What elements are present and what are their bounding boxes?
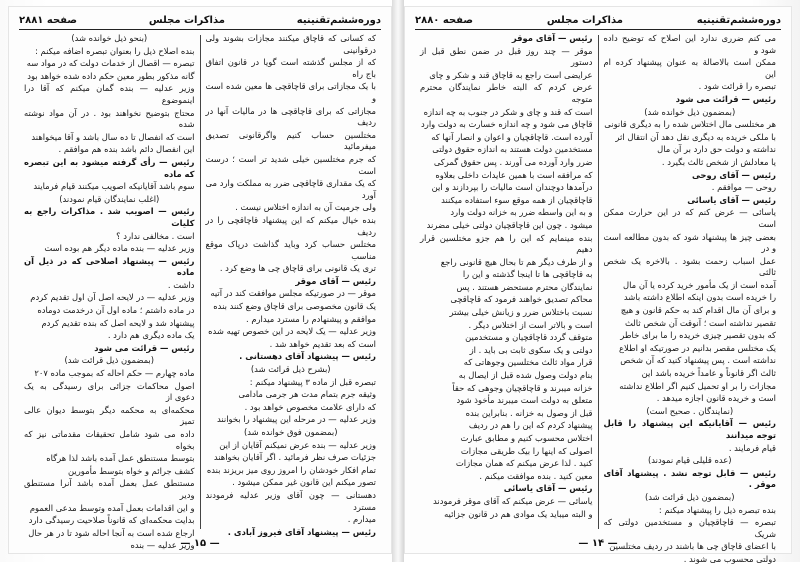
text-line: قاچاق می شود و چه اندازه خسارت به دولت وارد <box>421 119 593 130</box>
text-line: نسبت باختلاس ضرر و زیانش خیلی بیشتر <box>449 307 593 318</box>
text-line: کشف جرائم و خواه بتوسط مأمورین <box>68 465 195 476</box>
text-line: رئیس — آقای موقر <box>295 275 376 286</box>
text-line: آمده است از یک مأمور خرید کرده یا آن مال <box>623 279 776 290</box>
text-line: رئیس — پیشنهاد اصلاحی که در ذیل آن ماده <box>24 255 195 278</box>
text-line: رئیس — آقای موقر <box>511 33 593 43</box>
text-line: ارجاع شده است به آنجا احاله شود تا در هر حال <box>28 527 195 538</box>
text-line: محاکم تصدیق خواهند فرمود که قاچاقچی <box>450 294 593 305</box>
right-page-right-column <box>599 33 782 564</box>
text-line: که از مجلس گذشته است گویا در قانون اتفاق باج راه <box>205 57 376 79</box>
text-line: عرض کردم که البته خاطر نمایندگان محترم متوجه <box>420 82 593 104</box>
text-line: نمایندگان محترم مستحضر هستند . پس <box>456 281 593 292</box>
text-line: مستخدمین دولت هستند به اندازه حقوق دولتی <box>432 144 593 155</box>
text-line: وزیر عدلیه — یک لایحه در این خصوص تهیه شده <box>208 326 376 337</box>
text-line: که کسانی که قاچاق میکنند مجازات بشوند ولی درقوانینی <box>205 33 376 55</box>
text-line: عمل اسباب زحمت بشود . بالاخره یک شخص ثالثی <box>603 255 776 278</box>
text-line: (نمایندگان . صحیح است) <box>646 405 734 416</box>
text-line: رئیس — قابل توجه نشد . پیشنهاد آقای موقر . <box>603 467 776 490</box>
text-line: روحی — موافقم . <box>711 182 776 193</box>
right-page-footer: — ۱۴ — <box>578 538 618 549</box>
right-page <box>404 6 792 564</box>
text-line: مجازاتی که برای قاچاقچی ها در مالیات آنها در ردیف <box>205 105 376 128</box>
text-line: یک مختلس مقصر بدانیم در صورتیکه او اطلاع <box>618 342 776 353</box>
text-line: است که انفصال تا ده سال باشد و آقا میخواهند <box>31 131 195 142</box>
text-line: یا معادلش از شخص ثالث بگیرد . <box>661 156 776 167</box>
text-line: این انفصال دائم باشد بنده هم موافقم . <box>58 144 195 155</box>
text-line: مختلسین حساب کنیم واگرقانونی تصدیق میفرمائید <box>205 129 376 152</box>
text-line: که جرم مختلسین خیلی شدید تر است ؛ درست است <box>205 153 376 176</box>
text-line: رئیس — آقای یاسائی <box>503 483 593 494</box>
text-line: هر مختلسی مال اختلاس شده را به دیگری قانونی <box>604 119 776 130</box>
text-line: با ملکی خریده به دیگری نقل دهد آن انتقال اثر <box>615 131 776 142</box>
text-line: بنده مینمایم که این را هم جزو مختلسین قرار دهیم <box>420 232 593 255</box>
text-line: را خریده است بدون اینکه اطلاع داشته باشد <box>623 292 776 303</box>
text-line: میشود . چون این قاچاقچیان دولتی خیلی مضرند <box>426 219 593 230</box>
text-line: و از طرف دیگر هم تا بحال هیچ قانونی راجع <box>440 256 593 267</box>
text-line: وزیر عدلیه — بنده گمان میکنم که آقا درا اینموضوع <box>24 83 195 105</box>
text-line: (بمضمون فوق خوانده شد) <box>244 427 338 437</box>
text-line: مستنطق عمل بعمل آمده باشد آنرا مستنطق ودیر <box>24 478 195 500</box>
text-line: که بدون تقصیر چیزی خریده را ما برای خاطر <box>620 330 776 341</box>
text-line: پیشنهاد کردم که این را هم در ردیف <box>468 420 593 431</box>
text-line: (بنحو ذیل خوانده شد) <box>71 33 148 43</box>
book-gutter <box>392 0 404 562</box>
text-line: موافقم و پیشنهادم را مسترد میدارم . <box>246 313 376 324</box>
text-line: رئیس — قرائت می شود <box>675 93 776 104</box>
text-line: می کنم ضرری ندارد این اصلاح که توضیح داده شود و <box>603 33 776 55</box>
text-line: تری یک قانونی برای قاچاق چی ها وضع کرد . <box>219 263 376 274</box>
text-line: محکمه‌ای به محکمه دیگر بتوسط دیوان عالی تمیز <box>24 404 195 427</box>
text-line: قبل از وصول به خزانه . بنابراین بنده <box>465 407 593 418</box>
text-line: وزیر عدلیه — در لایحه اصل آن اول تقدیم کردم <box>30 292 195 303</box>
text-line: تبصره — اقصال از خدمات دولت که در مواد سه <box>26 58 195 69</box>
text-line: (عده قلیلی قیام نمودند) <box>647 455 732 466</box>
text-line: بتوسط مستنطق عمل آمده باشد لذا هرگاه <box>46 453 195 464</box>
text-line: یاسائی — عرض کنم که در این حرارت ممکن است <box>603 207 776 229</box>
text-line: عرایضی است راجع به قاچاق قند و شکر و چای <box>429 69 593 80</box>
text-line: سوم باشد آقایانیکه اصویب میکنند قیام فرمایند <box>33 181 195 192</box>
text-line: و برای آن مال اقدام کند به حکم قانون و هیچ <box>620 305 776 316</box>
text-line: و به این واسطه ضرر به خزانه دولت وارد <box>450 207 593 218</box>
text-line: تبصره قبل از ماده ۳ پیشنهاد میکنم : <box>249 376 376 387</box>
text-line: دهستانی — چون آقای وزیر عدلیه فرمودند مسترد <box>205 489 376 512</box>
text-line: که یک مقداری قاچاقچی ضرر به مملکت وارد می آورد <box>205 178 376 200</box>
text-line: قاچاقچیان از همه موقع سوء استفاده میکنند <box>441 194 593 205</box>
text-line: تصور میکنم این قانون غیر ممکن میشود . <box>232 477 376 488</box>
right-header-page-number: صفحه ۲۸۸۰ <box>415 14 474 26</box>
text-line: (بمضمون ذیل قرائت شد) <box>644 491 735 502</box>
text-line: محتاج بتوضیح نخواهند بود . در آن مواد نوشته شده <box>24 107 195 130</box>
text-line: وثیقه جرم بتمام مدت هر جرمی مادامی <box>238 389 376 400</box>
text-line: تبصره را قرائت شود . <box>698 81 776 92</box>
text-line: (بمضمون ذیل خوانده شد) <box>644 106 736 117</box>
right-header-session: دوره‌ششم‌تقنینیه <box>696 14 781 26</box>
text-line: ثالث اگر قانوناً و عامداً خریده باشد این <box>641 368 776 379</box>
text-line: است و خریده قانون اجازه میدهد . <box>656 393 776 404</box>
text-line: است که بعد تقدیم خواهد شد . <box>269 338 376 349</box>
text-line: رئیس — پیشنهاد آقای فیروز آبادی . <box>227 526 376 537</box>
text-line: دولتی و یک سکوی ثابت بی باید . از <box>469 344 593 355</box>
text-line: رئیس — آقای روحی <box>691 169 776 180</box>
text-line: و این اقدامات بعمل آمده وتوسط مدعی العموم <box>29 502 195 513</box>
left-header-session: دوره‌ششم‌تقنینیه <box>296 14 381 26</box>
text-line: است و بالاتر است از اختلاس دیگر . <box>468 319 593 330</box>
text-line: جزئیات صرف نظر فرمائید . اگر آقایان بخواهند <box>213 452 376 463</box>
text-line: وزیر عدلیه — بنده عرض نمیکنم آقایان از این <box>219 439 376 450</box>
text-line: رئیس — قرائت می شود <box>94 342 195 353</box>
text-line: (بشرح ذیل قرائت شد) <box>250 364 331 375</box>
text-line: بنده خیال میکنم که این پیشنهاد قاچاقچی را در ردیف <box>205 214 376 237</box>
text-line: یک قانون مخصوصی برای قاچاق وضع کنند بنده <box>213 301 376 312</box>
text-line: بدایت محکمه‌ای که قانوناً صلاحیت رسیدگی دارد <box>28 515 195 526</box>
text-line: به قاچاقچی ها تا اینجا گذشته و این را <box>462 269 593 280</box>
text-line: ماده چهارم — حکم احاله که بموجب ماده ۲۰۷ <box>34 368 195 379</box>
text-line: متعلق به دولت است میبرند مأخوذ شود <box>456 395 593 406</box>
text-line: کنید . لذا عرض میکنم که همان مجازات <box>455 458 593 469</box>
text-line: رئیس — آقایانیکه این پیشنهاد را قابل توجه میدانند <box>603 418 776 440</box>
text-line: با اعضای قاچاق چی ها باشند در ردیف مختلسین <box>609 541 776 552</box>
text-line: گانه مذکور بطور معین حکم داده شده خواهد بود <box>27 70 195 81</box>
text-line: یاسائی — عرض میکنم که آقای موقر فرمودند <box>432 495 593 506</box>
text-line: است . مخالفی ندارد ؟ <box>116 230 195 241</box>
text-line: رئیس — رأی گرفته میشود به این تبصره که ماده <box>24 156 195 179</box>
text-line: تبصره — قاچاقچیان و مستخدمین دولتی که شریک <box>603 517 776 539</box>
text-line: ولی جرمیت آن به اندازه اختلاس نیست . <box>235 202 376 213</box>
text-line: وزیر عدلیه — در مرحله این پیشنهاد را بخوانند <box>216 414 376 425</box>
text-line: بنام دولت وصول شده قبل از ایصال به <box>458 370 593 381</box>
right-page-header <box>415 11 781 30</box>
left-page-header <box>19 11 381 30</box>
right-page-left-column <box>415 33 598 531</box>
text-line: اختلاس محسوب کنیم و مطابق عبارت <box>460 433 593 443</box>
left-page-right-column <box>201 33 382 537</box>
text-line: بنده اصلاح ذیل را بعنوان تبصره اضافه میکنم : <box>35 45 195 56</box>
text-line: وزیر عدلیه — بنده ماده دیگر هم بوده است <box>44 243 195 254</box>
text-line: (اغلب نمایندگان قیام نمودند) <box>59 193 160 204</box>
text-line: تقصیر نداشته است ؛ آنوقت آن شخص ثالث <box>625 317 776 328</box>
text-line: مجازات را بر او تحمیل کنیم اگر اطلاع نداشته <box>619 380 776 391</box>
text-line: دولتی محسوب می شوند . <box>683 553 776 564</box>
text-line: یک ماده دیگری هم دارد . <box>107 330 195 341</box>
text-line: در ماده داشتم ؛ ماده اول آن درخدمت دوماده <box>37 305 195 316</box>
text-line: رئیس — آقای یاسائی <box>687 194 776 205</box>
text-line: (بمضمون ذیل قرائت شد) <box>64 355 155 366</box>
text-line: داده می شود شامل تحقیقات مقدماتی نیز که بخواه <box>24 429 195 451</box>
text-line: ضرر وارد آورده می آورند . پس حقوق گمرکی <box>433 156 593 167</box>
text-line: پیشنهاد شد و لایحه اصل که بنده تقدیم کردم <box>41 317 195 328</box>
text-line: بعضی چیز ها پیشنهاد شود که بدون مطالعه است و در <box>603 231 776 254</box>
text-line: موقر — چند روز قبل در ضمن نطق قبل از دستور <box>420 45 593 68</box>
text-line: که دارای علامت مخصوص خواهد بود . <box>244 401 376 412</box>
text-line: وزیر عدلیه — بنده <box>130 540 195 551</box>
text-line: داشت . <box>167 279 195 290</box>
text-line: قیام فرمایند . <box>728 442 776 453</box>
text-line: نداشته است . پس پیشنهاد کنید که آن شخص <box>620 355 776 366</box>
text-line: موقر — در صورتیکه مجلس موافقت کند در آتیه <box>210 288 376 299</box>
left-page <box>8 6 392 554</box>
text-line: اصولی که اینها را بیک طریقی مجازات <box>460 445 593 456</box>
text-line: قرار مواد ثالث مختلسین وجوهاتی که <box>463 357 593 368</box>
text-line: متوقف گردد قاچاقچیان و مستخدمین <box>465 332 593 343</box>
right-header-title: مذاکرات مجلس <box>546 14 623 26</box>
text-line: بنده تبصره ذیل را پیشنهاد میکنم : <box>658 504 776 515</box>
text-line: که مرافقه است با همین عایدات داخلی بعلاوه <box>435 169 593 180</box>
text-line: اصول محاکمات جزائی برای رسیدگی به یک دعوی از <box>24 380 195 403</box>
text-line: رئیس — اصویب شد . مذاکرات راجع به کلیات <box>24 206 195 228</box>
text-line: میدارم . <box>347 514 376 525</box>
text-line: درآمدها دوچندان است مالیات را بپردازند و این <box>431 182 593 193</box>
text-line: مختلس حساب کرد وباید گذاشت درپاک موقع مناسب <box>205 239 376 261</box>
text-line: معین کنید . بنده موافقت میکنم . <box>479 470 593 481</box>
text-line: ممکن است بالاصالة به عنوان پیشنهاد کرده ام این <box>603 57 776 79</box>
text-line: با یک مجازاتی برای قاچاقچی ها معین شده است و <box>205 81 376 103</box>
left-header-page-number: صفحه ۲۸۸۱ <box>19 14 78 26</box>
left-page-footer: — ۱۵ — <box>180 538 220 549</box>
text-line: نداشته و دولت حق دارد بر آن مال <box>657 144 776 155</box>
text-line: رئیس — پیشنهاد آقای دهستانی . <box>239 351 376 362</box>
text-line: خزانه میبرند و قاچاقچیان وجوهی که حقاً <box>452 382 593 393</box>
text-line: است که قند و چای و شکر در جنوب به چه اندازه <box>423 106 593 117</box>
text-line: و البته میباید یک موادی هم در قانون جزائیه <box>444 508 593 519</box>
left-header-title: مذاکرات مجلس <box>148 14 225 26</box>
text-line: تمام افکار خودشان را امروز روی میز بریزند بنده <box>206 464 376 475</box>
text-line: آورده است. قاچاقچیان و اعوان و انصار آنها که <box>431 131 593 142</box>
